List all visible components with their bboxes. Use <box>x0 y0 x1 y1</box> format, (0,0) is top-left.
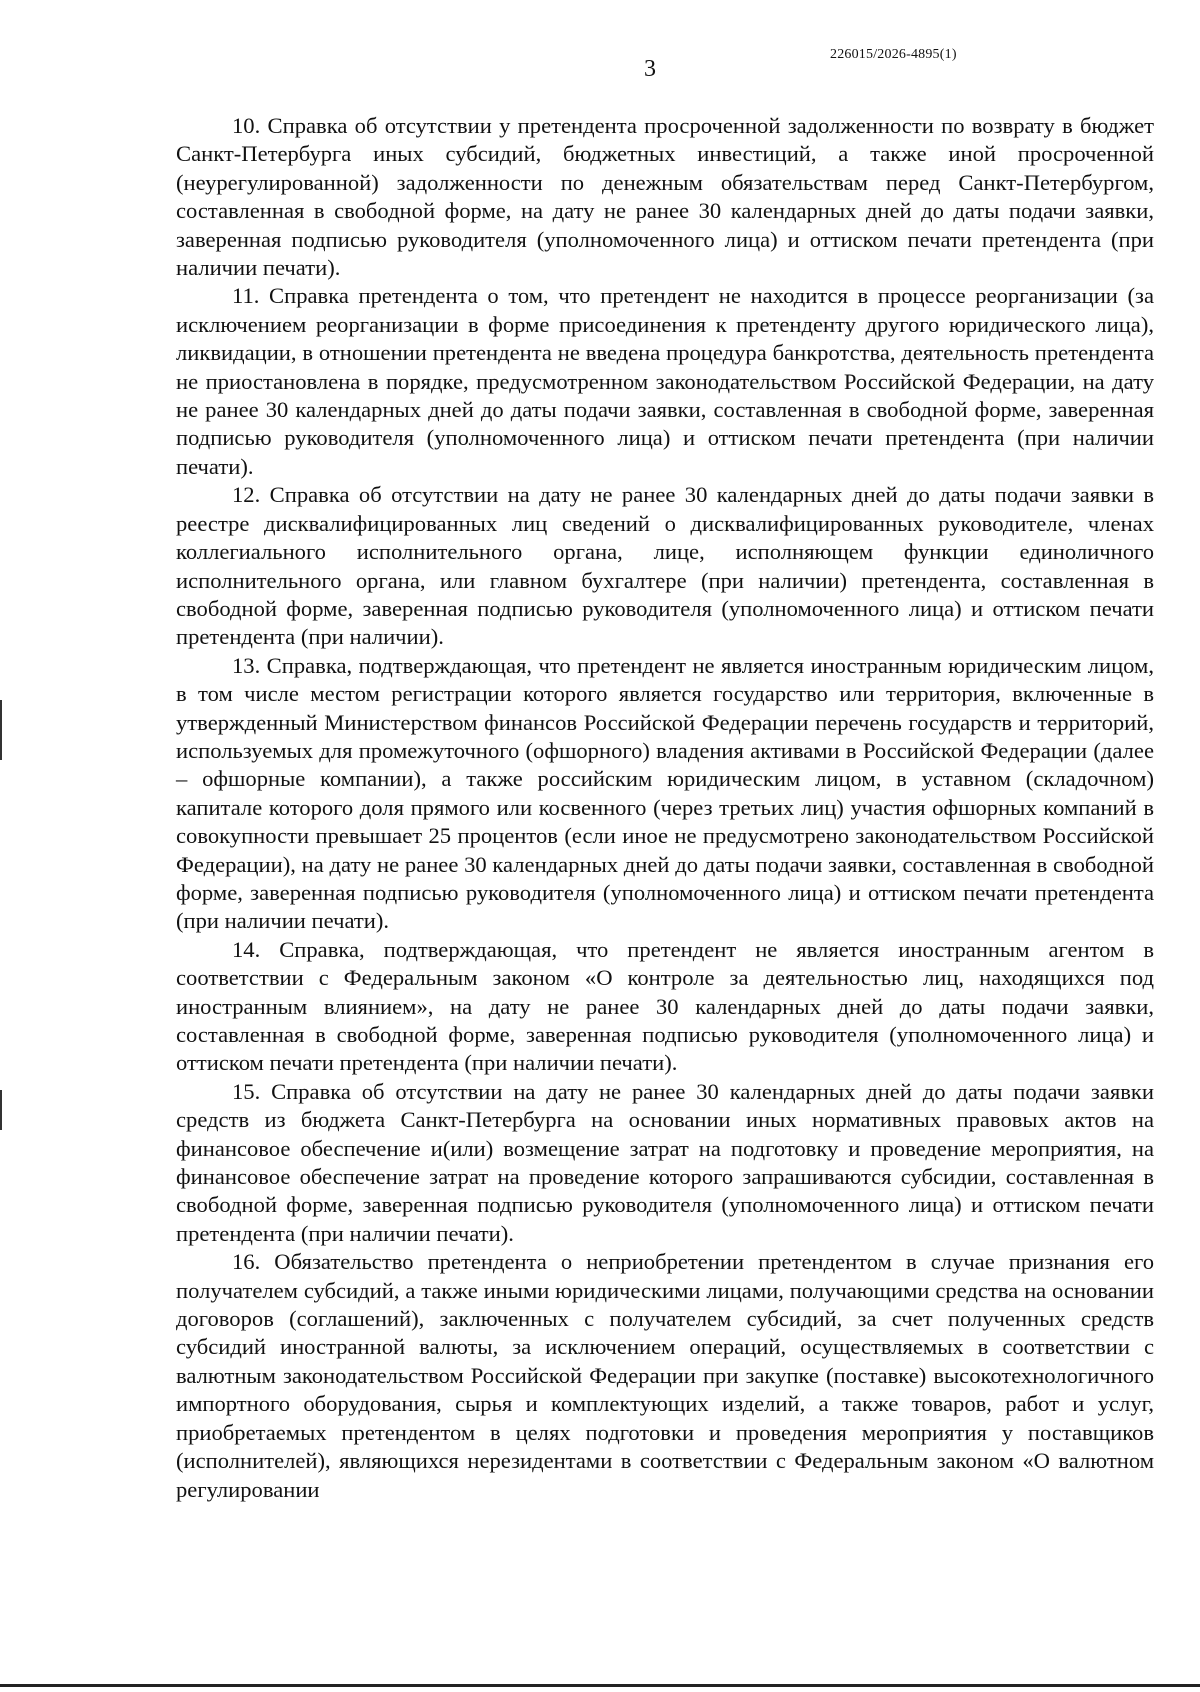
paragraph-16: 16. Обязательство претендента о неприобретении претендентом в случае признания его получателем субсидий, а также иными юридическими лицами, получающими средства на основании договоров (соглашений), заключенных с получателем субсидий, за счет полученных средств субсидий иностранной валюты, за исключением операций, осуществляемых в соответствии с валютным законодательством Российской Федерации при закупке (поставке) высокотехнологичного импортного оборудования, сырья и комплектующих изделий, а также товаров, работ и услуг, приобретаемых претендентом в целях подготовки и проведения мероприятия у поставщиков (исполнителей), являющихся нерезидентами в соответствии с Федеральным законом «О валютном регулировании <box>176 1249 1154 1502</box>
document-id: 226015/2026-4895(1) <box>830 47 957 62</box>
document-body <box>176 112 1154 1504</box>
page-number: 3 <box>644 56 656 82</box>
paragraph-12: 12. Справка об отсутствии на дату не ранее 30 календарных дней до даты подачи заявки в реестре дисквалифицированных лиц сведений о дисквалифицированных руководителе, членах коллегиального исполнительного органа, лице, исполняющем функции единоличного исполнительного органа, или главном бухгалтере (при наличии) претендента, составленная в свободной форме, заверенная подписью руководителя (уполномоченного лица) и оттиском печати претендента (при наличии). <box>176 482 1154 650</box>
scan-bottom-edge <box>0 1684 1200 1687</box>
paragraph-11: 11. Справка претендента о том, что претендент не находится в процессе реорганизации (за исключением реорганизации в форме присоединения к претенденту другого юридического лица), ликвидации, в отношении претендента не введена процедура банкротства, деятельность претендента не приостановлена в порядке, предусмотренном законодательством Российской Федерации, на дату не ранее 30 календарных дней до даты подачи заявки, составленная в свободной форме, заверенная подписью руководителя (уполномоченного лица) и оттиском печати претендента (при наличии печати). <box>176 283 1154 479</box>
paragraph-14: 14. Справка, подтверждающая, что претендент не является иностранным агентом в соответствии с Федеральным законом «О контроле за деятельностью лиц, находящихся под иностранным влиянием», на дату не ранее 30 календарных дней до даты подачи заявки, составленная в свободной форме, заверенная подписью руководителя (уполномоченного лица) и оттиском печати претендента (при наличии печати). <box>176 936 1154 1076</box>
paragraph-13: 13. Справка, подтверждающая, что претендент не является иностранным юридическим лицом, в том числе местом регистрации которого является государство или территория, включенные в утвержденный Министерством финансов Российской Федерации перечень государств и территорий, используемых для промежуточного (офшорного) владения активами в Российской Федерации (далее – офшорные компании), а также российским юридическим лицом, в уставном (складочном) капитале которого доля прямого или косвенного (через третьих лиц) участия офшорных компаний в совокупности превышает 25 процентов (если иное не предусмотрено законодательством Российской Федерации), на дату не ранее 30 календарных дней до даты подачи заявки, составленная в свободной форме, заверенная подписью руководителя (уполномоченного лица) и оттиском печати претендента (при наличии печати). <box>176 652 1154 934</box>
paragraph-10: 10. Справка об отсутствии у претендента просроченной задолженности по возврату в бюджет Санкт-Петербурга иных субсидий, бюджетных инвестиций, а также иной просроченной (неурегулированной) задолженности по денежным обязательствам перед Санкт-Петербургом, составленная в свободной форме, на дату не ранее 30 календарных дней до даты подачи заявки, заверенная подписью руководителя (уполномоченного лица) и оттиском печати претендента (при наличии печати). <box>176 113 1154 281</box>
scan-edge-mark <box>0 700 2 760</box>
paragraph-15: 15. Справка об отсутствии на дату не ранее 30 календарных дней до даты подачи заявки средств из бюджета Санкт-Петербурга на основании иных нормативных правовых актов на финансовое обеспечение и(или) возмещение затрат на подготовку и проведение мероприятия, на финансовое обеспечение затрат на проведение которого запрашиваются субсидии, составленная в свободной форме, заверенная подписью руководителя (уполномоченного лица) и оттиском печати претендента (при наличии печати). <box>176 1078 1154 1246</box>
scan-edge-mark <box>0 1090 2 1130</box>
